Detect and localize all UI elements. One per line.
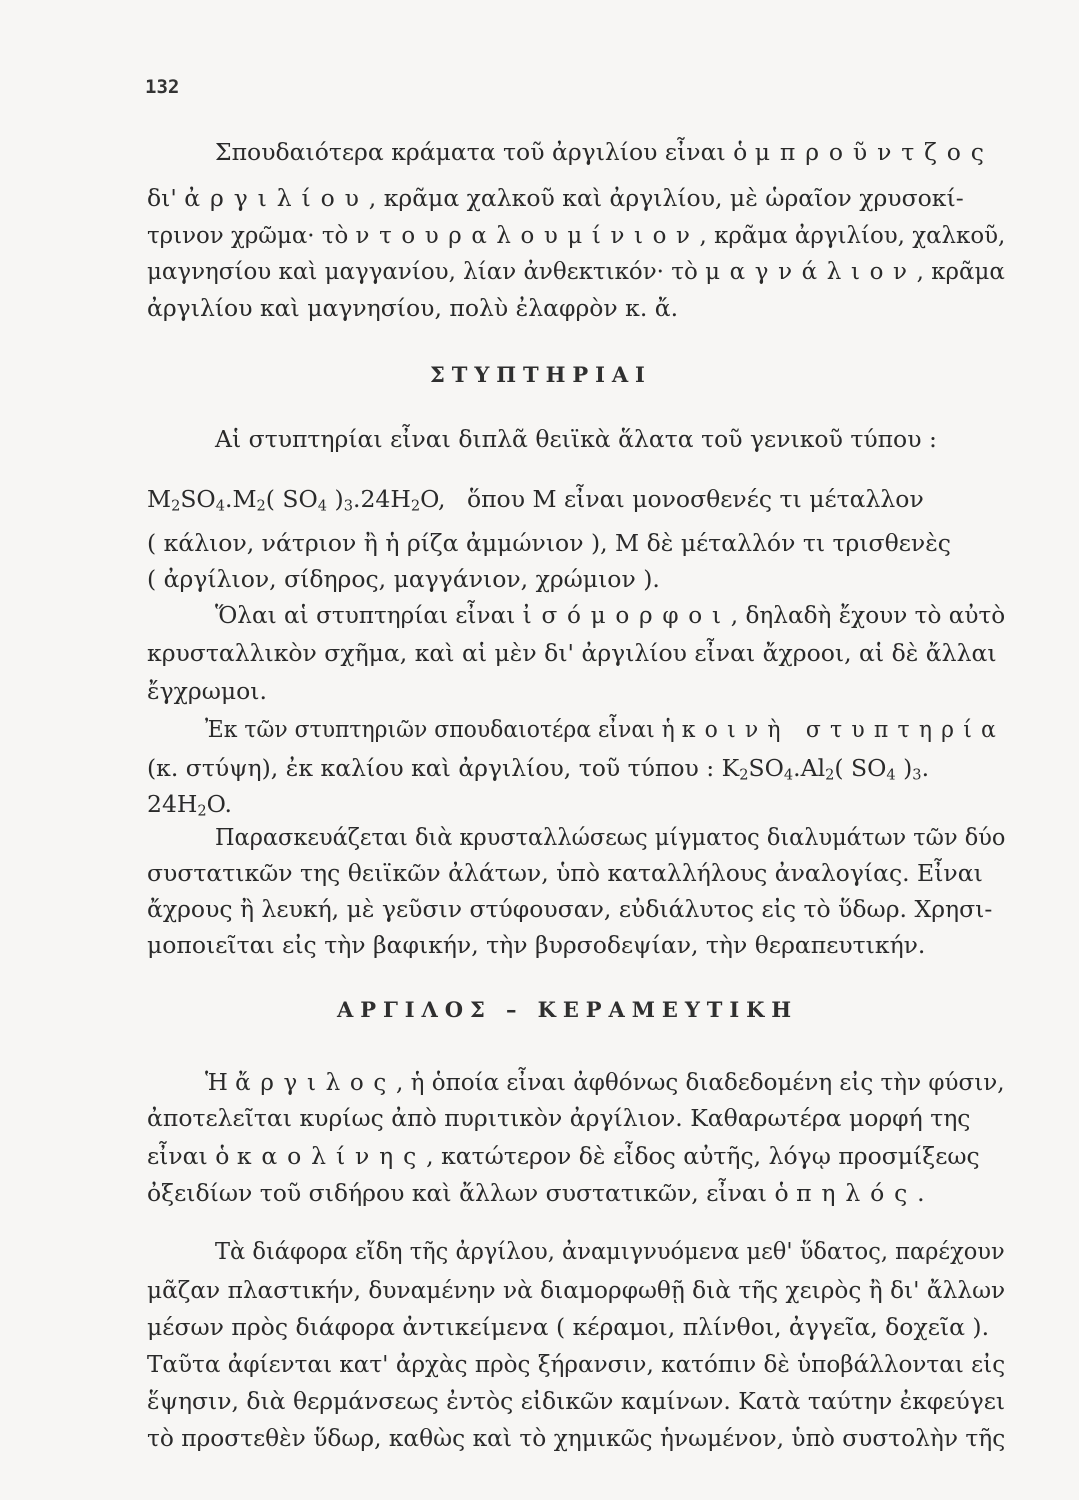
section-heading-alums: ΣΤΥΠΤΗΡΙΑΙ <box>430 362 652 387</box>
spaced-term: πηλός <box>796 1179 918 1207</box>
text-line: ( ἀργίλιον, σίδηρος, μαγγάνιον, χρώμιον ). <box>147 565 660 593</box>
text-line: $M_2SO_4.M_2$( $SO_4$ )$_3.24H_2O$, ὅπου M εἶναι μονοσθενές τι μέταλλον <box>147 485 924 515</box>
text-line: μέσων πρὸς διάφορα ἀντικείμενα ( κέραμοι, πλίνθοι, ἀγγεῖα, δοχεῖα ). <box>147 1313 990 1341</box>
text-line: δι' ἀργιλίου, κρᾶμα χαλκοῦ καὶ ἀργιλίου, μὲ ὡραῖον χρυσοκί- <box>147 184 964 212</box>
text-line: κρυσταλλικὸν σχῆμα, καὶ αἱ μὲν δι' ἀργιλίου εἶναι ἄχροοι, αἱ δὲ ἄλλαι <box>147 639 997 667</box>
text-line: Ὅλαι αἱ στυπτηρίαι εἶναι ἰσόμορφοι, δηλαδὴ ἔχουν τὸ αὐτὸ <box>215 601 1006 629</box>
text-line: Παρασκευάζεται διὰ κρυσταλλώσεως μίγματος διαλυμάτων τῶν δύο <box>215 823 1006 851</box>
page-number: 132 <box>145 76 180 98</box>
text-line: Ἡ ἄργιλος, ἡ ὁποία εἶναι ἀφθόνως διαδεδομένη εἰς τὴν φύσιν, <box>205 1068 1005 1096</box>
text-line: ἄχρους ἢ λευκή, μὲ γεῦσιν στύφουσαν, εὐδιάλυτος εἰς τὸ ὕδωρ. Χρησι- <box>147 895 993 923</box>
spaced-term: ἰσόμορφοι <box>522 601 731 629</box>
text-line: τὸ προστεθὲν ὕδωρ, καθὼς καὶ τὸ χημικῶς ἡνωμένον, ὑπὸ συστολὴν τῆς <box>147 1424 1006 1452</box>
text-line: ἀργιλίου καὶ μαγνησίου, πολὺ ἐλαφρὸν κ. ἄ. <box>147 294 679 322</box>
text-line: συστατικῶν της θειϊκῶν ἀλάτων, ὑπὸ καταλλήλους ἀναλογίας. Εἶναι <box>147 859 983 887</box>
spaced-term: καολίνης <box>236 1142 427 1170</box>
text-line: ( κάλιον, νάτριον ἢ ἡ ρίζα ἀμμώνιον ), M δὲ μέταλλόν τι τρισθενὲς <box>147 529 951 557</box>
text-line: $24H_2O$. <box>147 790 233 820</box>
spaced-term: ἄργιλος <box>235 1068 396 1096</box>
spaced-term: ντουραλουμίνιον <box>355 221 700 249</box>
text-line: ὀξειδίων τοῦ σιδήρου καὶ ἄλλων συστατικῶν, εἶναι ὁ πηλός. <box>147 1179 925 1207</box>
text-line: Ἐκ τῶν στυπτηριῶν σπουδαιοτέρα εἶναι ἡ κοινὴ στυπτηρία <box>205 715 1006 743</box>
text-line: Αἱ στυπτηρίαι εἶναι διπλᾶ θειϊκὰ ἅλατα τοῦ γενικοῦ τύπου : <box>215 425 937 453</box>
spaced-term: ἀργιλίου <box>184 184 369 212</box>
text-line: μᾶζαν πλαστικήν, δυναμένην νὰ διαμορφωθῇ διὰ τῆς χειρὸς ἢ δι' ἄλλων <box>147 1276 1006 1304</box>
spaced-term: μαγνάλιον <box>705 257 917 285</box>
text-line: ἀποτελεῖται κυρίως ἀπὸ πυριτικὸν ἀργίλιον. Καθαρωτέρα μορφή της <box>147 1104 971 1132</box>
text-line: ἕψησιν, διὰ θερμάνσεως ἐντὸς εἰδικῶν καμίνων. Κατὰ ταύτην ἐκφεύγει <box>147 1387 1006 1415</box>
spaced-term: μπροῦντζος <box>754 138 994 166</box>
section-heading-clay: ΑΡΓΙΛΟΣ – ΚΕΡΑΜΕΥΤΙΚΗ <box>337 997 799 1022</box>
spaced-term: κοινὴ στυπτηρία <box>681 715 1006 743</box>
text-line: τρινον χρῶμα· τὸ ντουραλουμίνιον, κρᾶμα ἀργιλίου, χαλκοῦ, <box>147 221 1006 249</box>
text-line: ἔγχρωμοι. <box>147 677 267 705</box>
text-line: μοποιεῖται εἰς τὴν βαφικήν, τὴν βυρσοδεψίαν, τὴν θεραπευτικήν. <box>147 931 926 959</box>
text-line: μαγνησίου καὶ μαγγανίου, λίαν ἀνθεκτικόν· τὸ μαγνάλιον, κρᾶμα <box>147 257 1005 285</box>
text-line: Ταῦτα ἀφίενται κατ' ἀρχὰς πρὸς ξήρανσιν, κατόπιν δὲ ὑποβάλλονται εἰς <box>147 1350 1006 1378</box>
chemical-formula: $K_2SO_4.Al_2$( $SO_4$ )$_3$. <box>721 754 930 784</box>
chemical-formula: $M_2SO_4.M_2$( $SO_4$ )$_3.24H_2O$, <box>147 485 446 515</box>
text-line: εἶναι ὁ καολίνης, κατώτερον δὲ εἶδος αὐτῆς, λόγῳ προσμίξεως <box>147 1142 980 1170</box>
text-line: (κ. στύψη), ἐκ καλίου καὶ ἀργιλίου, τοῦ τύπου : $K_2SO_4.Al_2$( $SO_4$ )$_3$. <box>147 754 930 784</box>
text-line: Σπουδαιότερα κράματα τοῦ ἀργιλίου εἶναι ὁ μπροῦντζος <box>215 138 994 166</box>
text-line: Τὰ διάφορα εἴδη τῆς ἀργίλου, ἀναμιγνυόμενα μεθ' ὕδατος, παρέχουν <box>215 1237 1005 1265</box>
